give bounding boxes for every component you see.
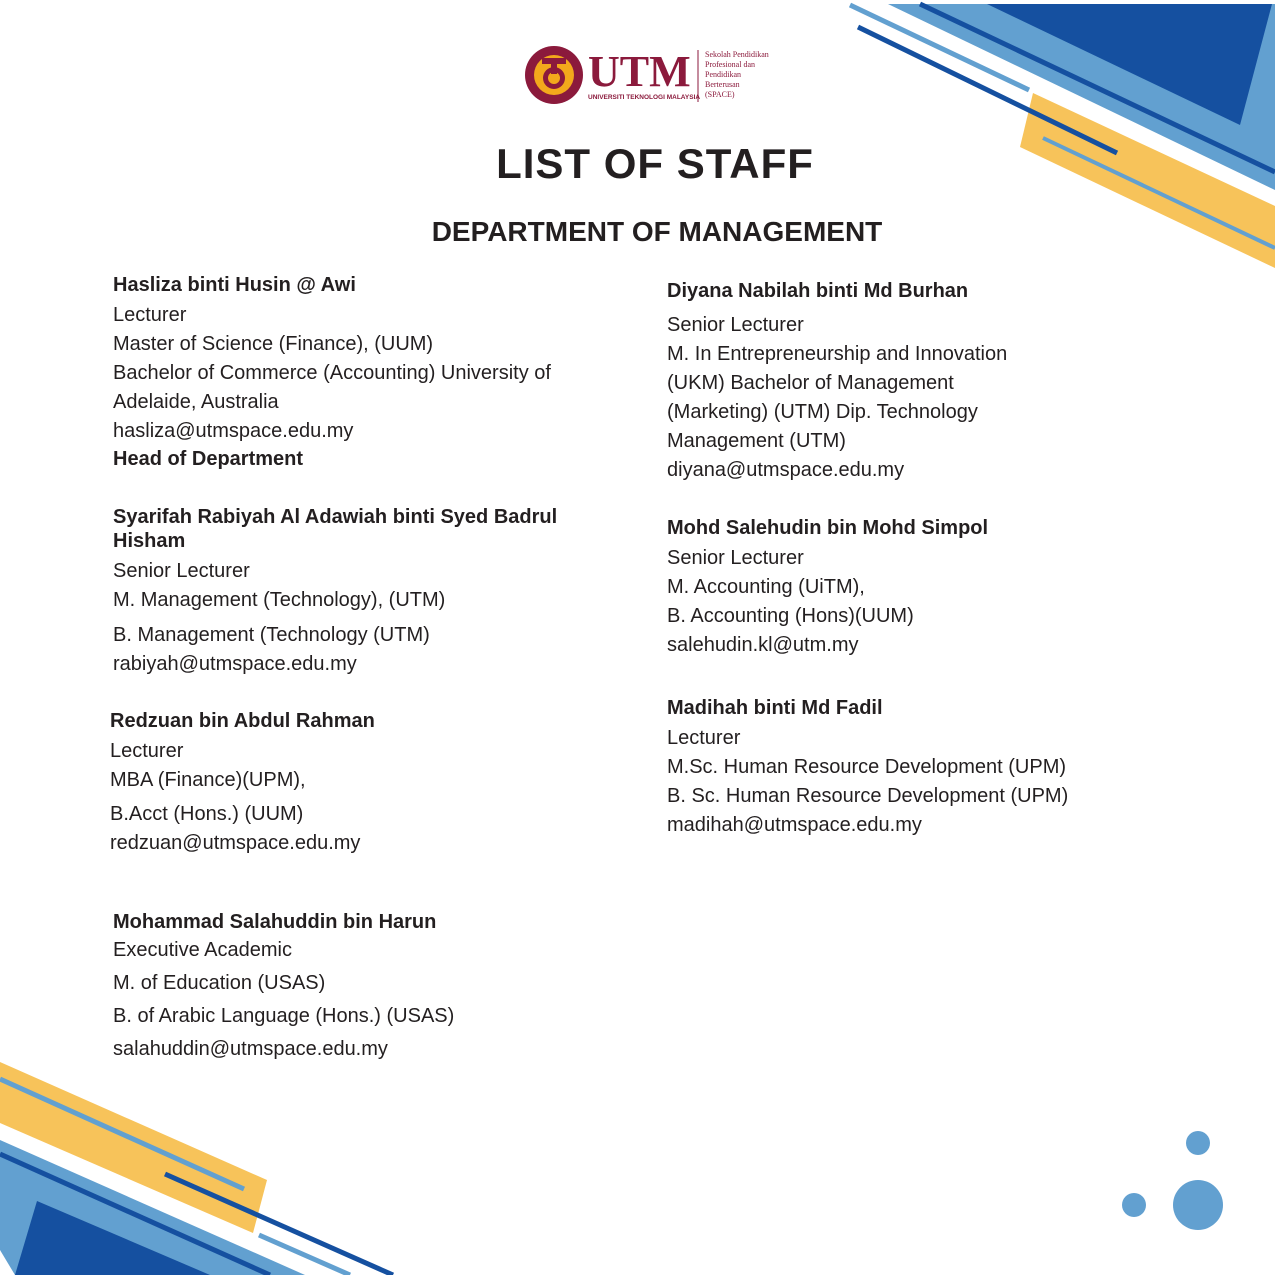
email: salahuddin@utmspace.edu.my [113, 1038, 388, 1060]
staff-entry: Hasliza binti Husin @ Awi Lecturer Master of Science (Finance), (UUM) Bachelor of Commerce (Accounting) University of Adelaide, Australia hasliza@utmspace.edu.my Head of Department [113, 274, 551, 470]
svg-text:Berterusan: Berterusan [705, 80, 740, 89]
staff-entry: Mohammad Salahuddin bin Harun Executive Academic M. of Education (USAS) B. of Arabic Language (Hons.) (USAS) salahuddin@utmspace.edu.my [113, 910, 454, 1066]
svg-text:(SPACE): (SPACE) [705, 90, 735, 99]
dot-large [1173, 1180, 1223, 1230]
svg-text:Profesional dan: Profesional dan [705, 60, 755, 69]
role-badge: Head of Department [113, 448, 304, 470]
staff-entry: Madihah binti Md Fadil Lecturer M.Sc. Human Resource Development (UPM) B. Sc. Human Resource Development (UPM) madihah@utmspace.edu.my [667, 696, 1068, 840]
email: salehudin.kl@utm.my [667, 634, 859, 656]
page-title: LIST OF STAFF [496, 140, 814, 187]
email: diyana@utmspace.edu.my [667, 459, 905, 481]
email: rabiyah@utmspace.edu.my [113, 653, 357, 675]
utm-space-logo [524, 44, 780, 106]
email: redzuan@utmspace.edu.my [110, 832, 361, 854]
svg-text:Sekolah Pendidikan: Sekolah Pendidikan [705, 50, 769, 59]
svg-text:UTM: UTM [588, 47, 691, 96]
dot-small-top [1186, 1131, 1210, 1155]
department-heading: DEPARTMENT OF MANAGEMENT [431, 216, 883, 247]
svg-text:Pendidikan: Pendidikan [705, 70, 741, 79]
svg-text:UNIVERSITI TEKNOLOGI MALAYSIA: UNIVERSITI TEKNOLOGI MALAYSIA [588, 94, 701, 101]
staff-entry: Redzuan bin Abdul Rahman Lecturer MBA (Finance)(UPM), B.Acct (Hons.) (UUM) redzuan@utmspace.edu.my [110, 709, 375, 858]
staff-entry: Mohd Salehudin bin Mohd Simpol Senior Lecturer M. Accounting (UiTM), B. Accounting (Hons)(UUM) salehudin.kl@utm.my [667, 516, 988, 660]
email: hasliza@utmspace.edu.my [113, 420, 354, 442]
email: madihah@utmspace.edu.my [667, 814, 922, 836]
staff-entry: Diyana Nabilah binti Md Burhan Senior Lecturer M. In Entrepreneurship and Innovation (UKM) Bachelor of Management (Marketing) (UTM) Dip. Technology Management (UTM) diyana@utmspace.edu.my [667, 279, 1007, 485]
staff-entry: Syarifah Rabiyah Al Adawiah binti Syed Badrul Hisham Senior Lecturer M. Management (Technology), (UTM) B. Management (Technology (UTM) rabiyah@utmspace.edu.my [113, 505, 593, 679]
dot-small-left [1122, 1193, 1146, 1217]
